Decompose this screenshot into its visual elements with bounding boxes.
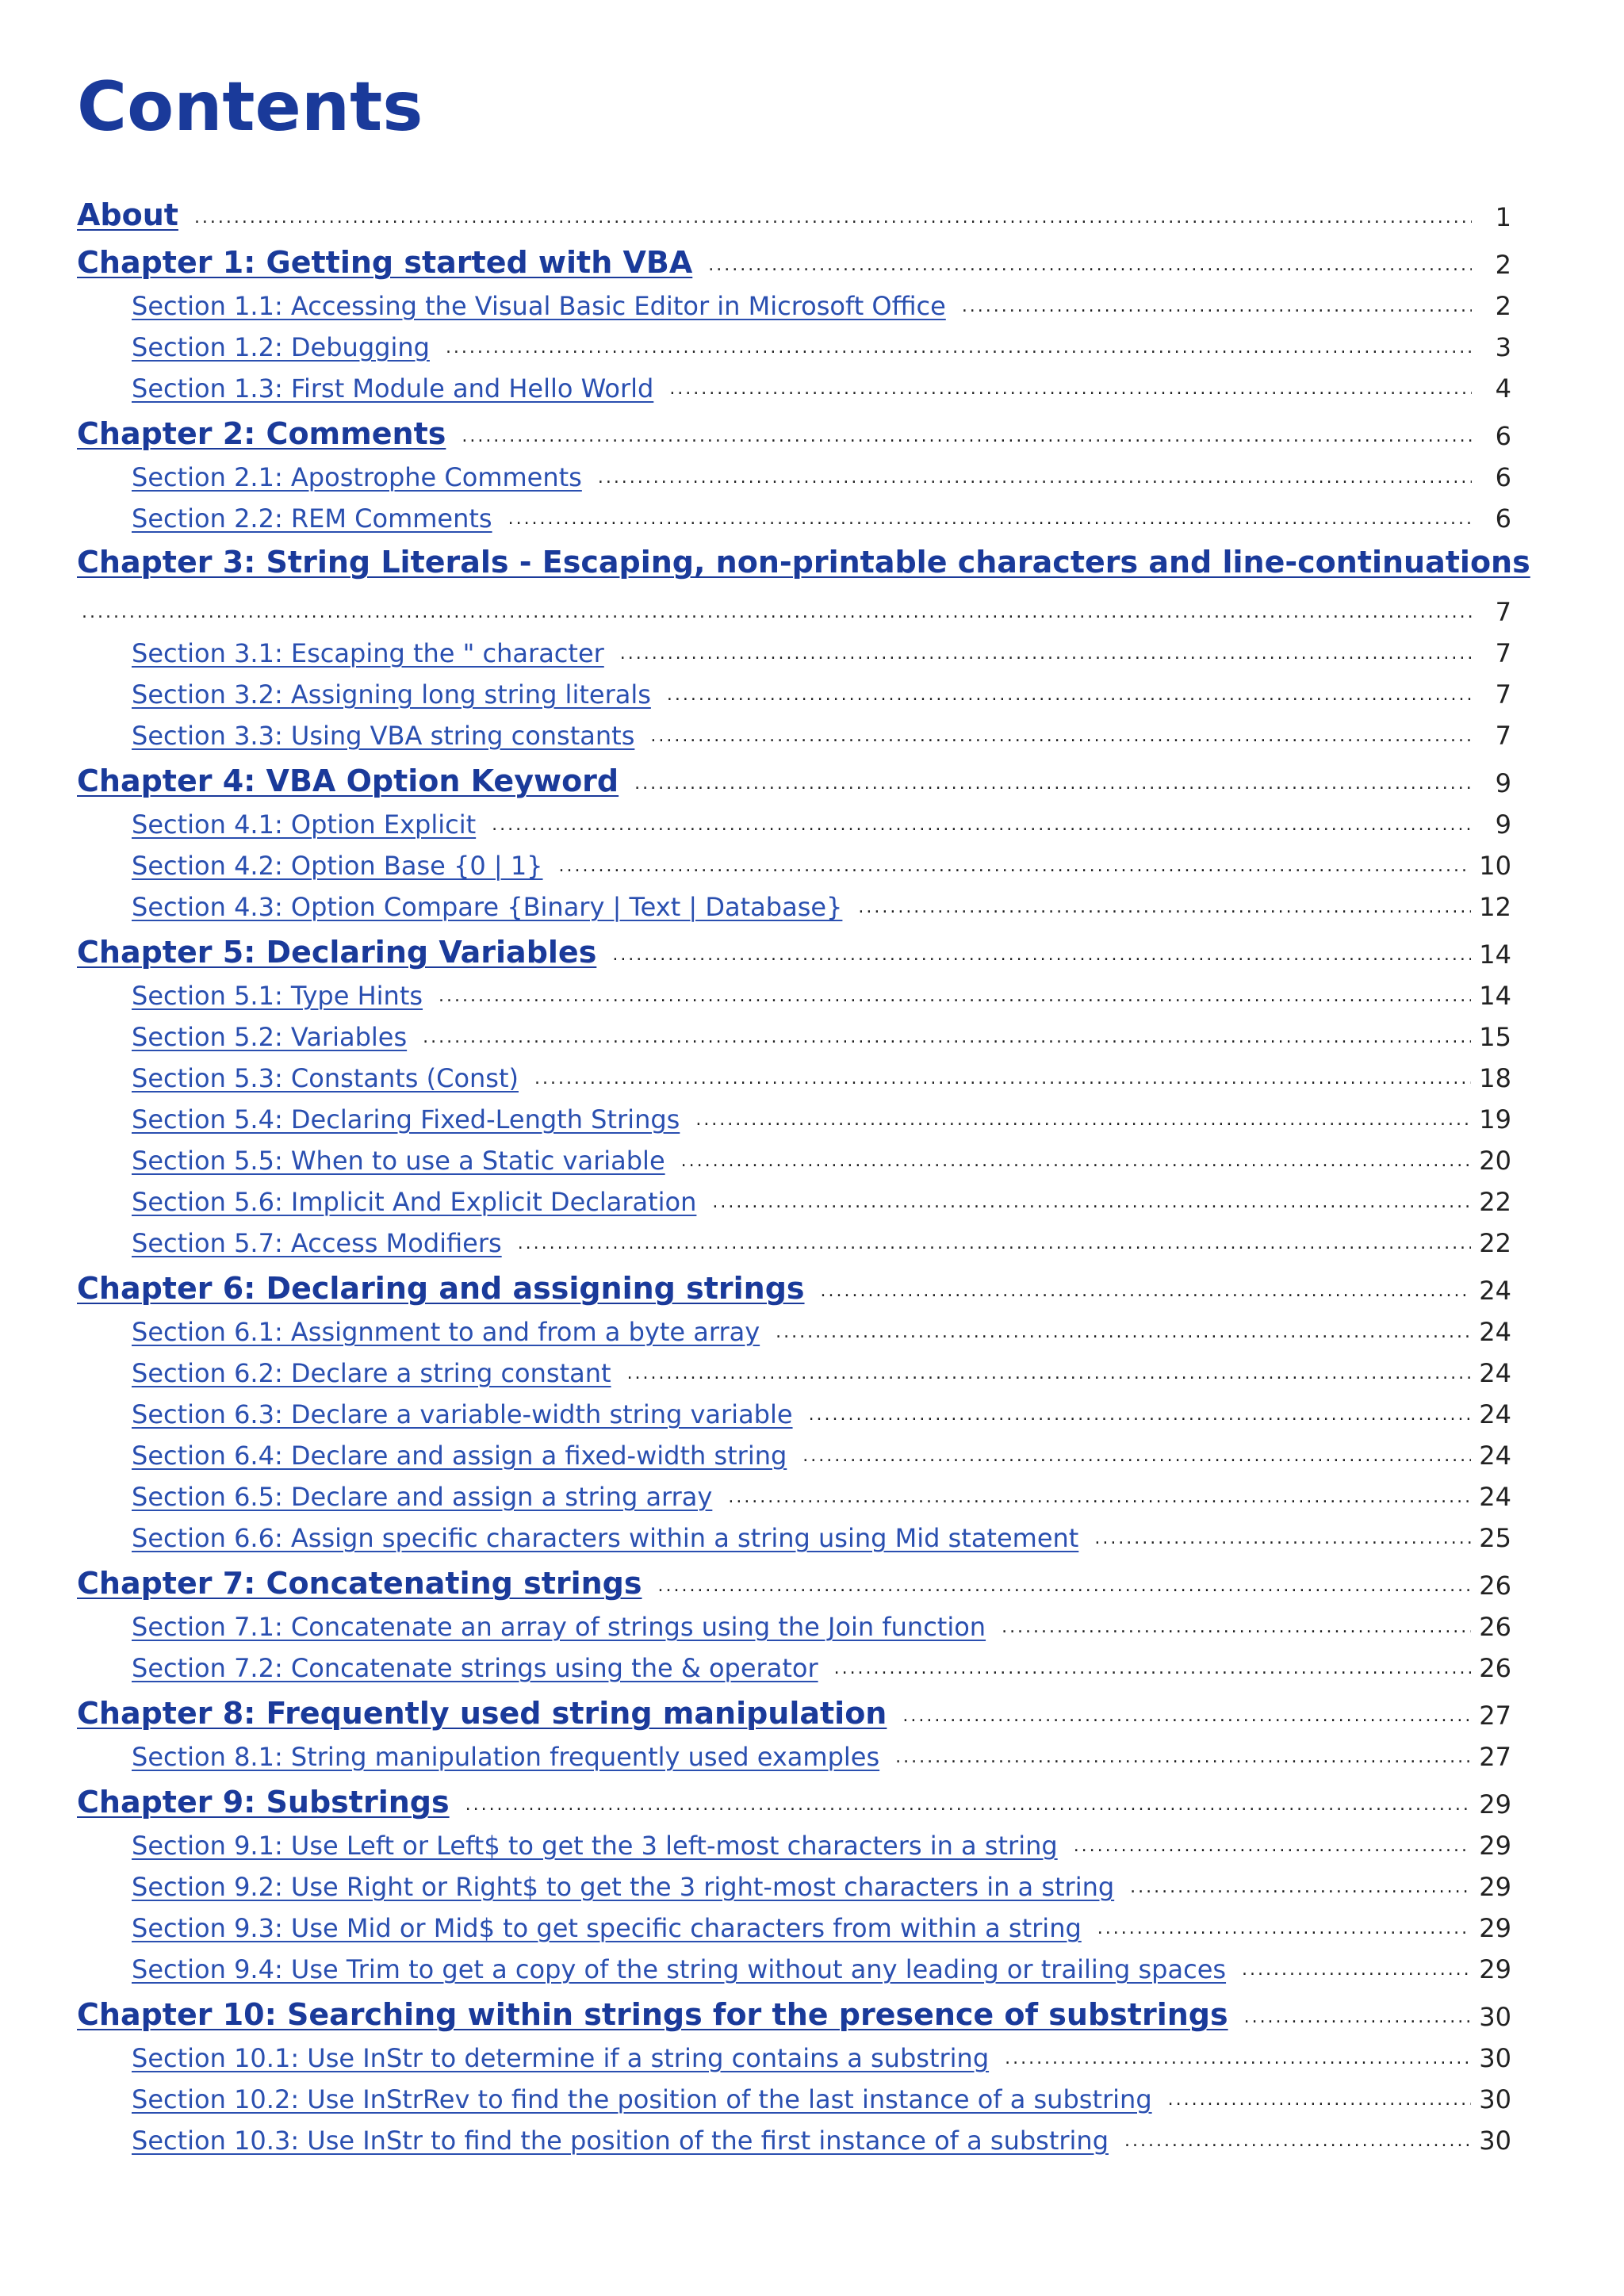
toc-entry-section-3-3[interactable]	[77, 715, 1511, 756]
toc-entry-section-3-2[interactable]	[77, 674, 1511, 715]
toc-link[interactable]: Chapter 2: Comments	[77, 416, 446, 451]
page-number: 24	[1479, 1276, 1511, 1306]
dot-leader	[728, 1489, 1471, 1513]
table-of-contents	[77, 190, 1530, 2161]
toc-entry-section-6-6[interactable]	[77, 1517, 1511, 1559]
page-number: 1	[1495, 202, 1511, 232]
page-number: 25	[1479, 1523, 1511, 1553]
page-number: 6	[1495, 503, 1511, 534]
toc-link[interactable]: Section 6.1: Assignment to and from a byte array	[132, 1317, 760, 1347]
toc-entry-section-5-5[interactable]	[77, 1140, 1511, 1181]
toc-entry-chapter-2[interactable]	[77, 409, 1511, 457]
toc-link[interactable]: Section 5.3: Constants (Const)	[132, 1063, 519, 1093]
page-number: 29	[1479, 1872, 1511, 1902]
dot-leader	[492, 817, 1472, 840]
dot-leader	[598, 469, 1472, 493]
toc-entry-section-6-3[interactable]	[77, 1394, 1511, 1435]
toc-link[interactable]: Section 1.1: Accessing the Visual Basic Editor in Microsoft Office	[132, 291, 946, 321]
dot-leader	[1130, 1879, 1471, 1903]
page-number: 30	[1479, 2126, 1511, 2156]
dot-leader	[650, 728, 1472, 752]
dot-leader	[465, 1797, 1472, 1820]
toc-entry-section-6-5[interactable]	[77, 1476, 1511, 1517]
toc-entry-section-5-6[interactable]	[77, 1181, 1511, 1223]
dot-leader	[1168, 2091, 1472, 2115]
dot-leader	[194, 209, 1472, 233]
page-number: 12	[1479, 892, 1511, 922]
toc-entry-section-9-1[interactable]	[77, 1825, 1511, 1866]
dot-leader	[708, 257, 1472, 281]
toc-link[interactable]: Chapter 7: Concatenating strings	[77, 1566, 642, 1601]
dot-leader	[902, 1708, 1471, 1732]
toc-link[interactable]: Chapter 10: Searching within strings for the presence of substrings	[77, 1997, 1228, 2032]
toc-link[interactable]: Section 6.2: Declare a string constant	[132, 1358, 611, 1388]
toc-link[interactable]: Section 5.2: Variables	[132, 1022, 408, 1052]
page-number: 26	[1479, 1653, 1511, 1683]
toc-link[interactable]: Section 9.1: Use Left or Left$ to get the 3 left-most characters in a string	[132, 1831, 1058, 1861]
dot-leader	[834, 1660, 1472, 1684]
toc-entry-chapter-10[interactable]	[77, 1990, 1511, 2038]
dot-leader	[667, 687, 1472, 710]
page-number: 10	[1479, 851, 1511, 881]
dot-leader	[962, 298, 1472, 322]
toc-entry-section-4-1[interactable]	[77, 804, 1511, 845]
dot-leader	[462, 428, 1472, 452]
page-number: 24	[1479, 1441, 1511, 1471]
page-number: 9	[1495, 809, 1511, 840]
toc-entry-section-4-3[interactable]	[77, 886, 1511, 928]
toc-link[interactable]: Section 9.2: Use Right or Right$ to get the 3 right-most characters in a string	[132, 1872, 1115, 1902]
page-title: Contents	[77, 67, 423, 147]
dot-leader	[1242, 1961, 1471, 1985]
toc-link[interactable]: Section 6.4: Declare and assign a fixed-width string	[132, 1441, 787, 1471]
page-number: 24	[1479, 1399, 1511, 1429]
page-number: 29	[1479, 1913, 1511, 1943]
toc-link[interactable]: Section 8.1: String manipulation frequently used examples	[132, 1742, 880, 1772]
dot-leader	[658, 1578, 1472, 1601]
toc-link[interactable]: Section 2.1: Apostrophe Comments	[132, 462, 582, 492]
wrap-line	[77, 580, 1511, 628]
toc-link[interactable]: Section 3.1: Escaping the " character	[132, 638, 604, 668]
page-number: 7	[1495, 679, 1511, 710]
toc-entry-chapter-7[interactable]	[77, 1559, 1511, 1606]
dot-leader	[895, 1749, 1471, 1773]
page-number: 29	[1479, 1954, 1511, 1984]
toc-link[interactable]: Chapter 4: VBA Option Keyword	[77, 763, 619, 798]
toc-link[interactable]: Section 3.2: Assigning long string literals	[132, 679, 651, 710]
page-number: 4	[1495, 373, 1511, 404]
toc-link[interactable]: Chapter 3: String Literals - Escaping, non-printable characters and line-continuations	[77, 545, 1530, 580]
page-number: 7	[1495, 638, 1511, 668]
page-number: 24	[1479, 1358, 1511, 1388]
page-number: 29	[1479, 1789, 1511, 1820]
dot-leader	[1244, 2009, 1472, 2033]
toc-link[interactable]: Section 2.2: REM Comments	[132, 503, 492, 534]
page-number: 18	[1479, 1063, 1511, 1093]
toc-entry-section-5-2[interactable]	[77, 1016, 1511, 1058]
page-number: 30	[1479, 2002, 1511, 2032]
dot-leader	[669, 381, 1472, 404]
toc-link[interactable]: Section 9.4: Use Trim to get a copy of the string without any leading or trailing spaces	[132, 1954, 1227, 1984]
dot-leader	[1002, 1619, 1471, 1643]
page-number: 22	[1479, 1228, 1511, 1258]
dot-leader	[620, 645, 1472, 669]
toc-link[interactable]: Section 7.1: Concatenate an array of strings using the Join function	[132, 1612, 986, 1642]
toc-link[interactable]: Section 10.3: Use InStr to find the position of the first instance of a substring	[132, 2126, 1109, 2156]
toc-link[interactable]: About	[77, 197, 178, 232]
toc-entry-section-1-1[interactable]	[77, 285, 1511, 327]
toc-entry-chapter-4[interactable]	[77, 756, 1511, 804]
toc-entry-section-1-3[interactable]	[77, 368, 1511, 409]
toc-link[interactable]: Section 6.3: Declare a variable-width string variable	[132, 1399, 793, 1429]
toc-entry-section-8-1[interactable]	[77, 1736, 1511, 1777]
toc-entry-section-2-2[interactable]	[77, 498, 1511, 539]
dot-leader	[612, 947, 1471, 970]
page-number: 3	[1495, 332, 1511, 362]
toc-entry-chapter-1[interactable]	[77, 238, 1511, 285]
dot-leader	[858, 899, 1471, 923]
dot-leader	[695, 1112, 1471, 1135]
page-number: 26	[1479, 1612, 1511, 1642]
page-number: 30	[1479, 2084, 1511, 2114]
toc-link[interactable]: Section 5.7: Access Modifiers	[132, 1228, 502, 1258]
toc-entry-about[interactable]	[77, 190, 1511, 238]
page-number: 6	[1495, 421, 1511, 451]
page-number: 29	[1479, 1831, 1511, 1861]
toc-link[interactable]: Chapter 9: Substrings	[77, 1785, 450, 1820]
dot-leader	[559, 858, 1472, 882]
toc-link[interactable]: Section 6.5: Declare and assign a string array	[132, 1482, 713, 1512]
dot-leader	[82, 604, 1472, 628]
toc-entry-section-5-4[interactable]	[77, 1099, 1511, 1140]
page-number: 6	[1495, 462, 1511, 492]
toc-link[interactable]: Section 5.4: Declaring Fixed-Length Strings	[132, 1104, 680, 1135]
dot-leader	[1074, 1838, 1472, 1862]
toc-link[interactable]: Section 1.2: Debugging	[132, 332, 430, 362]
dot-leader	[439, 988, 1471, 1012]
toc-entry-section-6-4[interactable]	[77, 1435, 1511, 1476]
page-number: 15	[1479, 1022, 1511, 1052]
toc-entry-section-5-3[interactable]	[77, 1058, 1511, 1099]
toc-entry-section-2-1[interactable]	[77, 457, 1511, 498]
toc-link[interactable]: Section 3.3: Using VBA string constants	[132, 721, 635, 751]
page-number: 27	[1479, 1701, 1511, 1731]
page-number: 20	[1479, 1146, 1511, 1176]
page-number: 24	[1479, 1482, 1511, 1512]
toc-entry-section-4-2[interactable]	[77, 845, 1511, 886]
toc-entry-section-5-1[interactable]	[77, 975, 1511, 1016]
toc-link[interactable]: Chapter 5: Declaring Variables	[77, 935, 597, 970]
toc-link[interactable]: Section 1.3: First Module and Hello World	[132, 373, 654, 404]
page-number: 22	[1479, 1187, 1511, 1217]
toc-entry-chapter-6[interactable]	[77, 1264, 1511, 1311]
dot-leader	[518, 1235, 1472, 1259]
toc-link[interactable]: Section 6.6: Assign specific characters within a string using Mid statement	[132, 1523, 1079, 1553]
toc-entry-chapter-8[interactable]	[77, 1689, 1511, 1736]
dot-leader	[1124, 2133, 1471, 2156]
toc-entry-section-9-3[interactable]	[77, 1908, 1511, 1949]
dot-leader	[681, 1153, 1472, 1177]
toc-entry-section-3-1[interactable]	[77, 633, 1511, 674]
dot-leader	[508, 511, 1472, 534]
toc-link[interactable]: Chapter 6: Declaring and assigning strings	[77, 1271, 805, 1306]
dot-leader	[821, 1283, 1472, 1307]
dot-leader	[776, 1324, 1471, 1348]
toc-entry-section-6-2[interactable]	[77, 1353, 1511, 1394]
page-number: 14	[1479, 939, 1511, 970]
dot-leader	[534, 1070, 1471, 1094]
toc-link[interactable]: Section 5.1: Type Hints	[132, 981, 423, 1011]
dot-leader	[634, 775, 1472, 799]
toc-entry-section-1-2[interactable]	[77, 327, 1511, 368]
toc-entry-section-9-4[interactable]	[77, 1949, 1511, 1990]
toc-link[interactable]: Section 5.5: When to use a Static variable	[132, 1146, 665, 1176]
toc-link[interactable]: Section 10.1: Use InStr to determine if a string contains a substring	[132, 2043, 990, 2073]
toc-link[interactable]: Section 5.6: Implicit And Explicit Declaration	[132, 1187, 697, 1217]
toc-link[interactable]: Section 9.3: Use Mid or Mid$ to get specific characters from within a string	[132, 1913, 1082, 1943]
page-number: 2	[1495, 291, 1511, 321]
toc-link[interactable]: Chapter 1: Getting started with VBA	[77, 245, 693, 280]
page-number: 7	[1495, 721, 1511, 751]
toc-entry-section-10-2[interactable]	[77, 2079, 1511, 2120]
toc-entry-section-6-1[interactable]	[77, 1311, 1511, 1353]
toc-entry-section-7-2[interactable]	[77, 1647, 1511, 1689]
toc-entry-chapter-5[interactable]	[77, 928, 1511, 975]
dot-leader	[423, 1029, 1471, 1053]
page-number: 24	[1479, 1317, 1511, 1347]
dot-leader	[1005, 2050, 1471, 2074]
toc-entry-chapter-9[interactable]	[77, 1777, 1511, 1825]
dot-leader	[1097, 1920, 1472, 1944]
dot-leader	[1094, 1530, 1471, 1554]
dot-leader	[712, 1194, 1471, 1218]
page-number: 9	[1495, 768, 1511, 798]
toc-link[interactable]: Section 4.2: Option Base {0 | 1}	[132, 851, 543, 881]
toc-entry-section-9-2[interactable]	[77, 1866, 1511, 1908]
toc-entry-section-5-7[interactable]	[77, 1223, 1511, 1264]
page-number: 7	[1495, 597, 1511, 627]
dot-leader	[802, 1448, 1471, 1471]
page-number: 19	[1479, 1104, 1511, 1135]
page-number: 27	[1479, 1742, 1511, 1772]
dot-leader	[446, 339, 1472, 363]
page-number: 14	[1479, 981, 1511, 1011]
toc-link[interactable]: Section 10.2: Use InStrRev to find the position of the last instance of a substring	[132, 2084, 1152, 2114]
page-number: 30	[1479, 2043, 1511, 2073]
page-number: 2	[1495, 250, 1511, 280]
dot-leader	[809, 1406, 1472, 1430]
toc-entry-section-10-3[interactable]	[77, 2120, 1511, 2161]
toc-link[interactable]: Section 4.1: Option Explicit	[132, 809, 477, 840]
dot-leader	[627, 1365, 1472, 1389]
toc-entry-section-10-1[interactable]	[77, 2038, 1511, 2079]
toc-entry-section-7-1[interactable]	[77, 1606, 1511, 1647]
toc-link[interactable]: Section 4.3: Option Compare {Binary | Text | Database}	[132, 892, 843, 922]
toc-link[interactable]: Section 7.2: Concatenate strings using the & operator	[132, 1653, 818, 1683]
toc-link[interactable]: Chapter 8: Frequently used string manipulation	[77, 1696, 887, 1731]
toc-entry-chapter-3[interactable]	[77, 539, 1530, 633]
page-number: 26	[1479, 1571, 1511, 1601]
